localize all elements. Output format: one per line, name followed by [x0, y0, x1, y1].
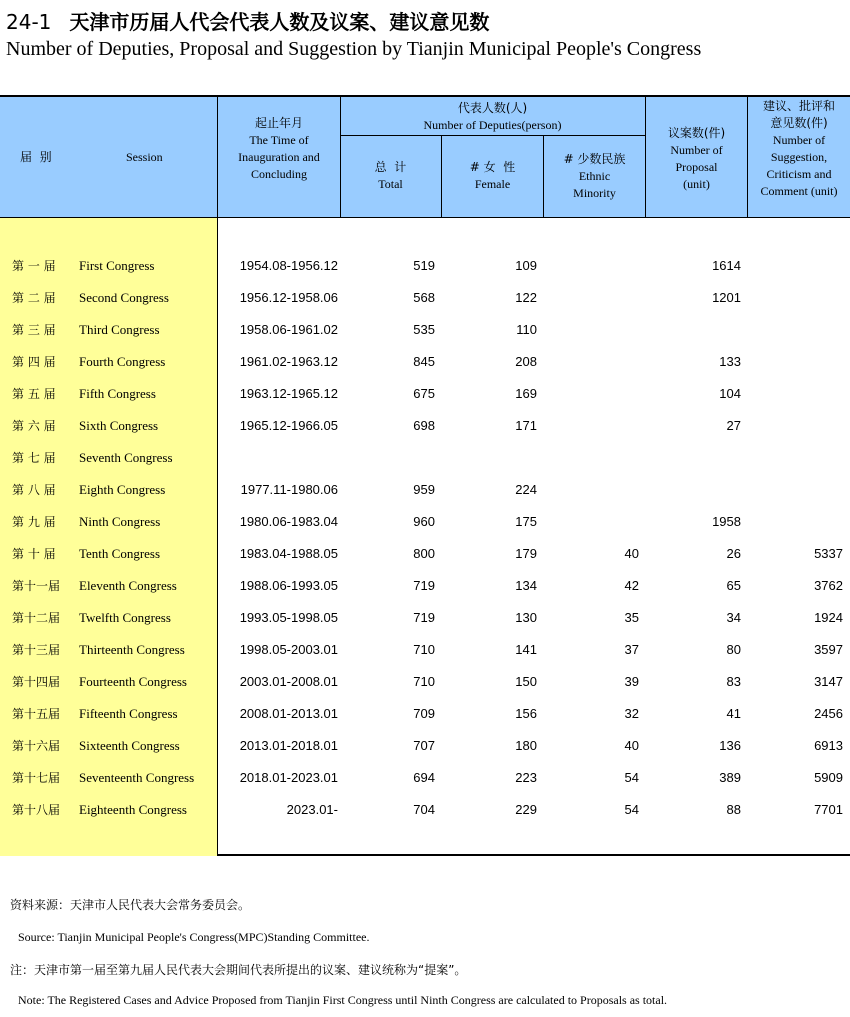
divider-total: [441, 135, 442, 218]
table-title-cn: [6, 6, 489, 35]
time-cell: 1965.12-1966.05: [239, 418, 338, 433]
session-cn: 第 三 届: [12, 323, 56, 337]
divider-female: [543, 135, 544, 218]
proposal-cell: 80: [726, 642, 741, 657]
total-cell: 698: [413, 418, 435, 433]
header-deputies: [340, 100, 645, 134]
proposal-cell: 104: [719, 386, 741, 401]
total-cell: 959: [413, 482, 435, 497]
time-cell: 1961.02-1963.12: [239, 354, 338, 369]
header-time-en: The Time of Inauguration and Concluding: [238, 133, 320, 181]
total-cell: 710: [413, 674, 435, 689]
minority-cell: 39: [624, 674, 639, 689]
female-cell: 224: [515, 482, 537, 497]
proposal-cell: 27: [726, 418, 741, 433]
session-cn: 第十一届: [12, 579, 61, 593]
session-cn: 第 二 届: [12, 291, 56, 305]
proposal-cell: 133: [719, 354, 741, 369]
time-cell: 2008.01-2013.01: [239, 706, 338, 721]
female-cell: 130: [515, 610, 537, 625]
table-row: [0, 474, 850, 506]
time-cell: 1956.12-1958.06: [239, 290, 338, 305]
session-cn: 第十六届: [12, 739, 61, 753]
table-title-en: Number of Deputies, Proposal and Suggestion by Tianjin Municipal People's Congress: [6, 38, 702, 60]
time-cell: 1954.08-1956.12: [239, 258, 338, 273]
source-en: Source: Tianjin Municipal People's Congress(MPC)Standing Committee.: [18, 930, 370, 944]
note-cn: 注：天津市第一届至第九届人民代表大会期间代表所提出的议案、建议统称为“提案”。: [10, 963, 467, 977]
table-row: [0, 410, 850, 442]
session-en: First Congress: [79, 258, 155, 273]
minority-cell: 54: [624, 770, 639, 785]
source-cn: 资料来源：天津市人民代表大会常务委员会。: [10, 898, 251, 912]
session-cn: 第 一 届: [12, 259, 56, 273]
minority-cell: 32: [624, 706, 639, 721]
header-time: [218, 115, 340, 183]
table-row: [0, 314, 850, 346]
session-en: Eighteenth Congress: [79, 802, 187, 817]
header-minority-en: Ethnic Minority: [573, 169, 616, 200]
minority-cell: 40: [624, 738, 639, 753]
suggestion-cell: 2456: [814, 706, 843, 721]
table-row: [0, 730, 850, 762]
table-number: 24-1: [6, 10, 52, 34]
time-cell: 2018.01-2023.01: [239, 770, 338, 785]
suggestion-cell: 5909: [814, 770, 843, 785]
proposal-cell: 136: [719, 738, 741, 753]
time-cell: 1983.04-1988.05: [239, 546, 338, 561]
divider-time: [340, 97, 341, 218]
session-cn: 第十三届: [12, 643, 61, 657]
header-session-cn: 届 别: [20, 150, 52, 164]
female-cell: 229: [515, 802, 537, 817]
total-cell: 535: [413, 322, 435, 337]
session-cn: 第 八 届: [12, 483, 56, 497]
total-cell: 568: [413, 290, 435, 305]
table-row: [0, 442, 850, 474]
session-en: Tenth Congress: [79, 546, 161, 561]
proposal-cell: 26: [726, 546, 741, 561]
header-deputies-cn: 代表人数(人): [457, 101, 528, 115]
time-cell: 2003.01-2008.01: [239, 674, 338, 689]
proposal-cell: 83: [726, 674, 741, 689]
header-total-en: Total: [378, 177, 403, 191]
time-cell: 1998.05-2003.01: [239, 642, 338, 657]
session-en: Fifteenth Congress: [79, 706, 178, 721]
total-cell: 709: [413, 706, 435, 721]
table-row: [0, 250, 850, 282]
header-session-en: Session: [126, 150, 163, 164]
minority-cell: 42: [624, 578, 639, 593]
header-suggestion-en: Number of Suggestion, Criticism and Comment (unit): [760, 133, 838, 198]
session-en: Fifth Congress: [79, 386, 156, 401]
suggestion-cell: 3762: [814, 578, 843, 593]
session-cn: 第 六 届: [12, 419, 56, 433]
header-deputies-en: Number of Deputies(person): [423, 118, 562, 132]
session-en: Sixteenth Congress: [79, 738, 180, 753]
session-cn: 第十八届: [12, 803, 61, 817]
header-proposal: [646, 125, 747, 193]
session-en: Second Congress: [79, 290, 169, 305]
session-cn: 第 十 届: [12, 547, 56, 561]
total-cell: 719: [413, 578, 435, 593]
session-cn: 第十四届: [12, 675, 61, 689]
session-cn: 第十五届: [12, 707, 61, 721]
table-row: [0, 762, 850, 794]
session-en: Third Congress: [79, 322, 160, 337]
suggestion-cell: 3147: [814, 674, 843, 689]
female-cell: 141: [515, 642, 537, 657]
table-row: [0, 570, 850, 602]
table-row: [0, 378, 850, 410]
time-cell: 1988.06-1993.05: [239, 578, 338, 593]
total-cell: 694: [413, 770, 435, 785]
time-cell: 1993.05-1998.05: [239, 610, 338, 625]
proposal-cell: 389: [719, 770, 741, 785]
table-row: [0, 794, 850, 826]
total-cell: 704: [413, 802, 435, 817]
header-suggestion-cn: 建议、批评和意见数(件): [762, 99, 835, 130]
table-row: [0, 634, 850, 666]
total-cell: 845: [413, 354, 435, 369]
total-cell: 675: [413, 386, 435, 401]
table-row: [0, 698, 850, 730]
header-female-cn: # 女 性: [469, 160, 516, 174]
session-cn: 第 七 届: [12, 451, 56, 465]
session-en: Eleventh Congress: [79, 578, 177, 593]
header-total: [340, 159, 441, 193]
suggestion-cell: 7701: [814, 802, 843, 817]
session-en: Fourth Congress: [79, 354, 166, 369]
header-proposal-cn: 议案数(件): [667, 126, 726, 140]
female-cell: 122: [515, 290, 537, 305]
session-en: Seventeenth Congress: [79, 770, 195, 785]
proposal-cell: 1201: [712, 290, 741, 305]
header-total-cn: 总 计: [374, 160, 407, 174]
female-cell: 175: [515, 514, 537, 529]
header-divider: [340, 135, 645, 136]
session-cn: 第 四 届: [12, 355, 56, 369]
session-en: Twelfth Congress: [79, 610, 171, 625]
total-cell: 960: [413, 514, 435, 529]
session-cn: 第十二届: [12, 611, 61, 625]
time-cell: 2013.01-2018.01: [239, 738, 338, 753]
suggestion-cell: 3597: [814, 642, 843, 657]
proposal-cell: 41: [726, 706, 741, 721]
female-cell: 134: [515, 578, 537, 593]
minority-cell: 37: [624, 642, 639, 657]
title-cn-text: 天津市历届人代会代表人数及议案、建议意见数: [69, 10, 490, 34]
session-en: Eighth Congress: [79, 482, 166, 497]
time-cell: 1980.06-1983.04: [239, 514, 338, 529]
table-row: [0, 538, 850, 570]
header-time-cn: 起止年月: [254, 116, 303, 130]
female-cell: 109: [515, 258, 537, 273]
session-cn: 第 九 届: [12, 515, 56, 529]
proposal-cell: 34: [726, 610, 741, 625]
proposal-cell: 1614: [712, 258, 741, 273]
table-header: [0, 97, 850, 218]
time-cell: 1958.06-1961.02: [239, 322, 338, 337]
female-cell: 208: [515, 354, 537, 369]
divider-proposal: [747, 97, 748, 218]
statistics-table: [0, 95, 850, 856]
note-en: Note: The Registered Cases and Advice Proposed from Tianjin First Congress until Ninth Congress are calculated to Proposals as total.: [18, 993, 668, 1007]
minority-cell: 35: [624, 610, 639, 625]
minority-cell: 40: [624, 546, 639, 561]
session-en: Sixth Congress: [79, 418, 159, 433]
female-cell: 223: [515, 770, 537, 785]
table-row: [0, 346, 850, 378]
table-row: [0, 666, 850, 698]
time-cell: 1977.11-1980.06: [240, 482, 338, 497]
table-row: [0, 602, 850, 634]
female-cell: 150: [515, 674, 537, 689]
header-minority: [544, 151, 645, 202]
session-cn: 第 五 届: [12, 387, 56, 401]
minority-cell: 54: [624, 802, 639, 817]
divider-minority: [645, 97, 646, 218]
female-cell: 110: [516, 322, 537, 337]
header-proposal-en: Number of Proposal (unit): [670, 143, 723, 191]
female-cell: 171: [515, 418, 537, 433]
session-cn: 第十七届: [12, 771, 61, 785]
table-row: [0, 506, 850, 538]
proposal-cell: 65: [726, 578, 741, 593]
time-cell: 1963.12-1965.12: [239, 386, 338, 401]
suggestion-cell: 6913: [814, 738, 843, 753]
total-cell: 710: [413, 642, 435, 657]
total-cell: 707: [413, 738, 435, 753]
total-cell: 519: [413, 258, 435, 273]
female-cell: 180: [515, 738, 537, 753]
header-minority-cn: # 少数民族: [563, 152, 626, 166]
total-cell: 800: [413, 546, 435, 561]
suggestion-cell: 5337: [814, 546, 843, 561]
total-cell: 719: [413, 610, 435, 625]
session-en: Seventh Congress: [79, 450, 173, 465]
proposal-cell: 1958: [712, 514, 741, 529]
time-cell: 2023.01-: [286, 802, 338, 817]
table-row: [0, 282, 850, 314]
suggestion-cell: 1924: [814, 610, 843, 625]
header-suggestion: [748, 98, 850, 200]
header-female: [442, 159, 543, 193]
session-en: Ninth Congress: [79, 514, 161, 529]
female-cell: 179: [515, 546, 537, 561]
proposal-cell: 88: [726, 802, 741, 817]
header-female-en: Female: [474, 177, 511, 191]
session-en: Thirteenth Congress: [79, 642, 185, 657]
female-cell: 156: [515, 706, 537, 721]
female-cell: 169: [515, 386, 537, 401]
session-en: Fourteenth Congress: [79, 674, 187, 689]
